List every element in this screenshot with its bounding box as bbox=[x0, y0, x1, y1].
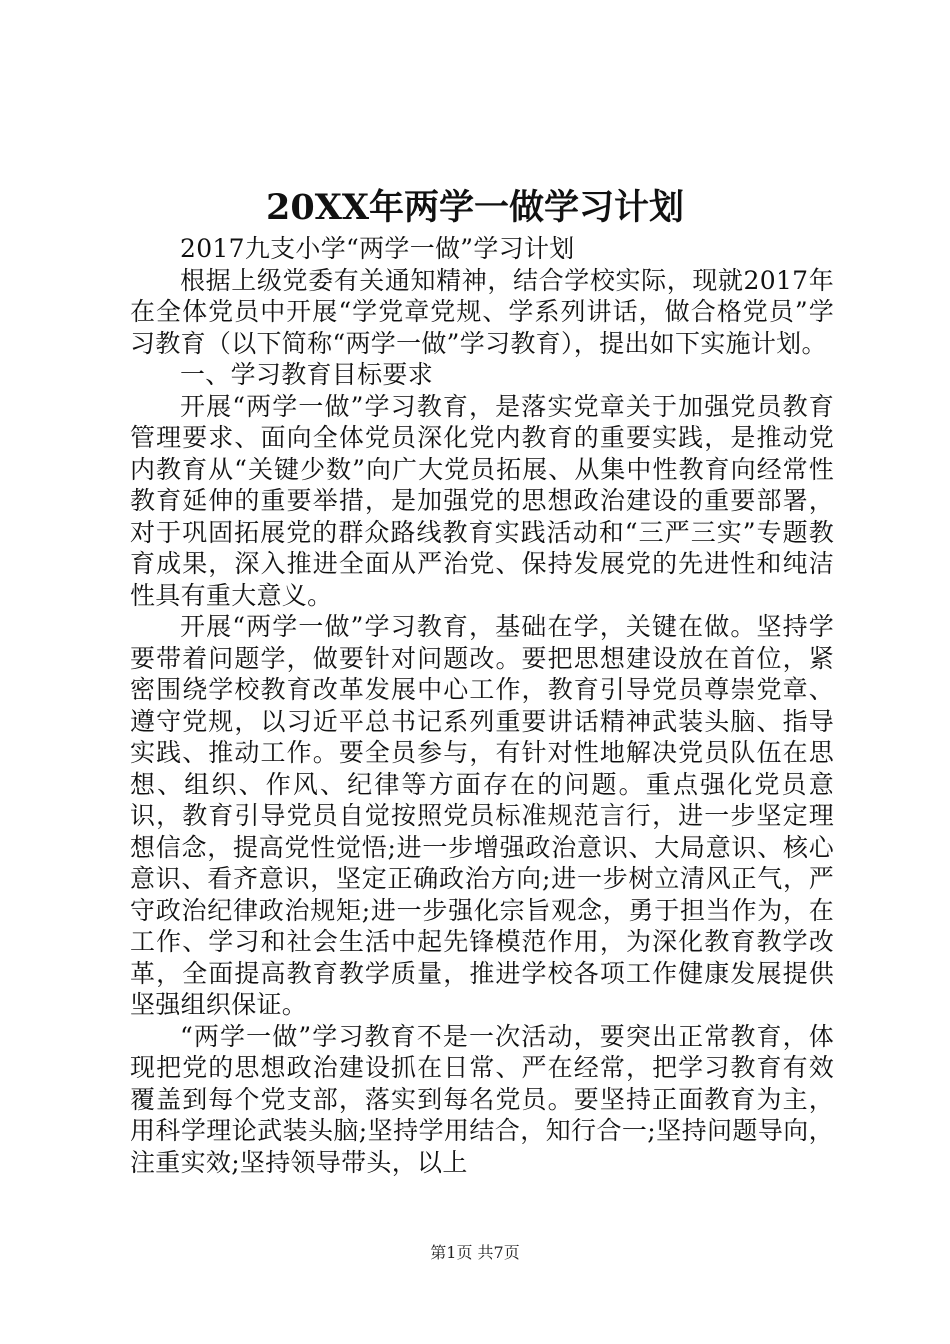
paragraph-subtitle: 2017九支小学“两学一做”学习计划 bbox=[180, 234, 575, 263]
paragraph-regular-education: “两学一做”学习教育不是一次活动，要突出正常教育，体现把党的思想政治建设抓在日常、严在经常，把学习教育有效覆盖到每个党支部，落实到每名党员。要坚持正面教育为主，用科学理论武装头脑;坚持学用结合，知行合一;坚持问题导向，注重实效;坚持领导带头，以上 bbox=[130, 1021, 834, 1177]
document-body bbox=[130, 233, 834, 1178]
page-number: 第1页 共7页 bbox=[430, 1243, 520, 1262]
paragraph-intro: 根据上级党委有关通知精神，结合学校实际，现就2017年在全体党员中开展“学党章党规、学系列讲话，做合格党员”学习教育（以下简称“两学一做”学习教育），提出如下实施计划。 bbox=[130, 265, 834, 358]
section-heading: 一、学习教育目标要求 bbox=[180, 360, 434, 389]
paragraph-requirements: 开展“两学一做”学习教育，基础在学，关键在做。坚持学要带着问题学，做要针对问题改。要把思想建设放在首位，紧密围绕学校教育改革发展中心工作，教育引导党员尊崇党章、遵守党规，以习近平总书记系列重要讲话精神武装头脑、指导实践、推动工作。要全员参与，有针对性地解决党员队伍在思想、组织、作风、纪律等方面存在的问题。重点强化党员意识，教育引导党员自觉按照党员标准规范言行，进一步坚定理想信念，提高党性觉悟;进一步增强政治意识、大局意识、核心意识、看齐意识，坚定正确政治方向;进一步树立清风正气，严守政治纪律政治规矩;进一步强化宗旨观念，勇于担当作为，在工作、学习和社会生活中起先锋模范作用，为深化教育教学改革，全面提高教育教学质量，推进学校各项工作健康发展提供坚强组织保证。 bbox=[130, 612, 834, 1019]
document-title: 20XX年两学一做学习计划 bbox=[265, 187, 685, 228]
paragraph-significance: 开展“两学一做”学习教育，是落实党章关于加强党员教育管理要求、面向全体党员深化党内教育的重要实践，是推动党内教育从“关键少数”向广大党员拓展、从集中性教育向经常性教育延伸的重要举措，是加强党的思想政治建设的重要部署，对于巩固拓展党的群众路线教育实践活动和“三严三实”专题教育成果，深入推进全面从严治党、保持发展党的先进性和纯洁性具有重大意义。 bbox=[130, 391, 834, 610]
